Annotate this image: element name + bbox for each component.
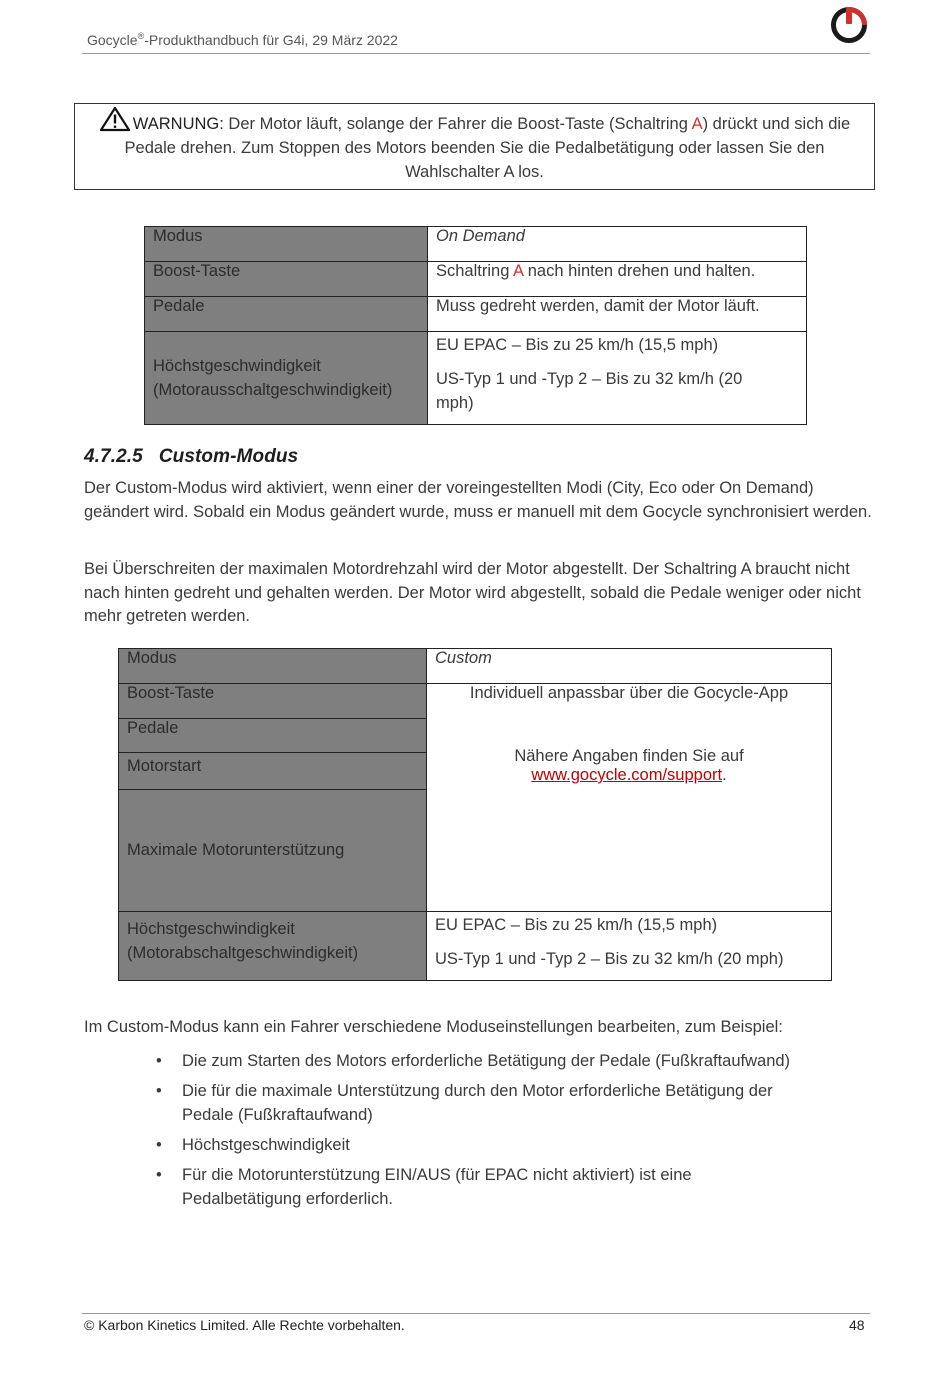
table-value: On Demand — [428, 227, 807, 262]
custom-settings-list — [150, 1049, 810, 1217]
table-value: EU EPAC – Bis zu 25 km/h (15,5 mph) US-Typ 1 und -Typ 2 – Bis zu 32 km/h (20 mph) — [427, 912, 832, 981]
table-row — [145, 297, 807, 332]
table-key: Boost-Taste — [145, 262, 428, 297]
table-row — [119, 684, 832, 719]
section-paragraph: Bei Überschreiten der maximalen Motordrehzahl wird der Motor abgestellt. Der Schaltring A braucht nicht nach hinten gedreht und gehalten werden. Der Motor wird abgestellt, sobald die Pedale weniger oder nicht mehr getreten werden. — [84, 560, 861, 625]
table-value: Custom — [427, 649, 832, 684]
header-divider — [82, 53, 870, 54]
table-row — [119, 649, 832, 684]
custom-intro-text: Im Custom-Modus kann ein Fahrer verschiedene Moduseinstellungen bearbeiten, zum Beispiel: — [84, 1018, 783, 1036]
gocycle-power-logo-icon — [829, 4, 869, 44]
table-value: Muss gedreht werden, damit der Motor läuft. — [428, 297, 807, 332]
footer-divider — [82, 1313, 870, 1314]
list-item: • Höchstgeschwindigkeit — [156, 1136, 350, 1154]
warning-label: WARNUNG: — [132, 115, 224, 133]
table-key: Motorstart — [119, 753, 427, 790]
table-value: Schaltring A nach hinten drehen und halten. — [428, 262, 807, 297]
support-link[interactable]: www.gocycle.com/support — [531, 766, 723, 784]
list-item: • Die zum Starten des Motors erforderliche Betätigung der Pedale (Fußkraftaufwand) — [156, 1052, 791, 1070]
table-key: Höchstgeschwindigkeit (Motorabschaltgeschwindigkeit) — [119, 912, 427, 981]
page-header-title: Gocycle®-Produkthandbuch für G4i, 29 März 2022 — [87, 31, 398, 48]
table-key: Boost-Taste — [119, 684, 427, 719]
merged-table-value: Individuell anpassbar über die Gocycle-App Nähere Angaben finden Sie auf www.gocycle.com/support. — [427, 684, 832, 912]
table-row — [145, 227, 807, 262]
table-row — [145, 332, 807, 425]
table-key: Maximale Motorunterstützung — [119, 790, 427, 912]
list-item: • Die für die maximale Unterstützung durch den Motor erforderliche Betätigung der Pedale (Fußkraftaufwand) — [156, 1082, 773, 1124]
warning-text: Der Motor läuft, solange der Fahrer die Boost-Taste (Schaltring — [223, 115, 692, 133]
warning-triangle-icon — [99, 106, 131, 132]
on-demand-mode-table — [144, 226, 807, 425]
table-row — [145, 262, 807, 297]
warning-highlight: A — [691, 115, 703, 133]
table-key: Pedale — [145, 297, 428, 332]
warning-text-end: ) drückt und sich die Pedale drehen. Zum Stoppen des Motors beenden Sie die Pedalbetätigung oder lassen Sie den Wahlschalter A los. — [124, 115, 851, 181]
table-value: EU EPAC – Bis zu 25 km/h (15,5 mph) US-Typ 1 und -Typ 2 – Bis zu 32 km/h (20 mph) — [428, 332, 807, 425]
warning-box — [74, 103, 875, 190]
custom-mode-table — [118, 648, 832, 981]
table-key: Höchstgeschwindigkeit (Motorausschaltgeschwindigkeit) — [145, 332, 428, 425]
table-key: Modus — [119, 649, 427, 684]
page-number: 48 — [849, 1317, 865, 1333]
list-item: • Für die Motorunterstützung EIN/AUS (für EPAC nicht aktiviert) ist eine Pedalbetätigung erforderlich. — [156, 1166, 692, 1208]
section-paragraph: Der Custom-Modus wird aktiviert, wenn einer der voreingestellten Modi (City, Eco oder On Demand) geändert wird. Sobald ein Modus geändert wurde, muss er manuell mit dem Gocycle synchronisiert werden. — [84, 479, 872, 521]
table-row — [119, 912, 832, 981]
section-heading: 4.7.2.5 Custom-Modus — [84, 446, 299, 467]
footer-copyright: © Karbon Kinetics Limited. Alle Rechte vorbehalten. — [84, 1317, 405, 1333]
table-key: Modus — [145, 227, 428, 262]
table-key: Pedale — [119, 719, 427, 753]
